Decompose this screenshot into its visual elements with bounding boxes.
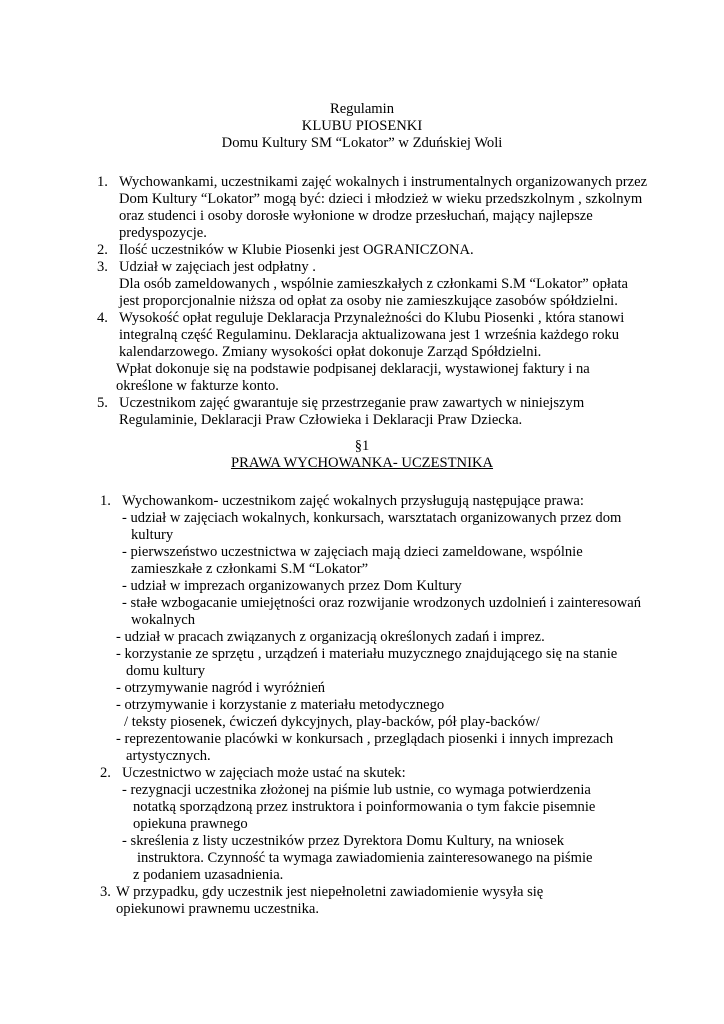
intro-1-number: 1. xyxy=(97,174,108,190)
club-name: KLUBU PIOSENKI xyxy=(301,118,423,134)
intro-4-line: Wysokość opłat reguluje Deklaracja Przynależności do Klubu Piosenki , która stanowi xyxy=(119,310,625,326)
intro-4-number: 4. xyxy=(97,310,108,326)
intro-3-line: Udział w zajęciach jest odpłatny . xyxy=(119,259,316,275)
rights-2-lead: Uczestnictwo w zajęciach może ustać na skutek: xyxy=(122,765,406,781)
rights-bullet-cont: z podaniem uzasadnienia. xyxy=(133,867,284,883)
doc-title: Regulamin xyxy=(329,101,395,117)
intro-4-line: kalendarzowego. Zmiany wysokości opłat dokonuje Zarząd Spółdzielni. xyxy=(119,344,542,360)
rights-bullet-cont: / teksty piosenek, ćwiczeń dykcyjnych, play-backów, pół play-backów/ xyxy=(124,714,540,730)
section-number: §1 xyxy=(354,438,370,454)
rights-3-line: opiekunowi prawnemu uczestnika. xyxy=(116,901,320,917)
rights-2-number: 2. xyxy=(100,765,111,781)
section-title: PRAWA WYCHOWANKA- UCZESTNIKA xyxy=(230,455,494,471)
rights-bullet-cont: opiekuna prawnego xyxy=(133,816,248,832)
intro-3-line: Dla osób zameldowanych , wspólnie zamieszkałych z członkami S.M “Lokator” opłata xyxy=(119,276,628,292)
intro-1-line: oraz studenci i osoby dorosłe wyłonione w drodze przesłuchań, mający najlepsze xyxy=(119,208,593,224)
intro-1-line: Dom Kultury “Lokator” mogą być: dzieci i młodzież w wieku przedszkolnym , szkolnym xyxy=(119,191,643,207)
rights-bullet-cont: wokalnych xyxy=(131,612,196,628)
rights-bullet-cont: kultury xyxy=(131,527,174,543)
rights-bullet: - otrzymywanie i korzystanie z materiału metodycznego xyxy=(116,697,445,713)
intro-3-line: jest proporcjonalnie niższa od opłat za osoby nie zamieszkujące zasobów spółdzielni. xyxy=(119,293,618,309)
rights-bullet: - rezygnacji uczestnika złożonej na piśmie lub ustnie, co wymaga potwierdzenia xyxy=(122,782,591,798)
intro-3-number: 3. xyxy=(97,259,108,275)
rights-1-number: 1. xyxy=(100,493,111,509)
intro-4-extra-line: określone w fakturze konto. xyxy=(116,378,279,394)
intro-1-line: Wychowankami, uczestnikami zajęć wokalnych i instrumentalnych organizowanych przez xyxy=(119,174,648,190)
rights-bullet-cont: notatką sporządzoną przez instruktora i poinformowania o tym fakcie pisemnie xyxy=(133,799,596,815)
intro-2-number: 2. xyxy=(97,242,108,258)
rights-bullet: - stałe wzbogacanie umiejętności oraz rozwijanie wrodzonych uzdolnień i zainteresowań xyxy=(122,595,642,611)
rights-3-number: 3. xyxy=(100,884,111,900)
rights-bullet: - otrzymywanie nagród i wyróżnień xyxy=(116,680,326,696)
rights-bullet-cont: artystycznych. xyxy=(126,748,211,764)
institution-name: Domu Kultury SM “Lokator” w Zduńskiej Woli xyxy=(221,135,503,151)
rights-bullet-cont: instruktora. Czynność ta wymaga zawiadomienia zainteresowanego na piśmie xyxy=(137,850,593,866)
intro-5-line: Uczestnikom zajęć gwarantuje się przestrzeganie praw zawartych w niniejszym xyxy=(119,395,585,411)
rights-bullet-cont: zamieszkałe z członkami S.M “Lokator” xyxy=(131,561,369,577)
intro-4-line: integralną część Regulaminu. Deklaracja aktualizowana jest 1 września każdego roku xyxy=(119,327,620,343)
rights-3-line: W przypadku, gdy uczestnik jest niepełnoletni zawiadomienie wysyła się xyxy=(116,884,544,900)
rights-bullet: - udział w pracach związanych z organizacją określonych zadań i imprez. xyxy=(116,629,545,645)
intro-5-line: Regulaminie, Deklaracji Praw Człowieka i Deklaracji Praw Dziecka. xyxy=(119,412,523,428)
rights-bullet: - pierwszeństwo uczestnictwa w zajęciach mają dzieci zameldowane, wspólnie xyxy=(122,544,583,560)
intro-2-line: Ilość uczestników w Klubie Piosenki jest OGRANICZONA. xyxy=(119,242,474,258)
intro-4-extra-line: Wpłat dokonuje się na podstawie podpisanej deklaracji, wystawionej faktury i na xyxy=(116,361,590,377)
rights-bullet: - reprezentowanie placówki w konkursach , przeglądach piosenki i innych imprezach xyxy=(116,731,614,747)
rights-1-lead: Wychowankom- uczestnikom zajęć wokalnych przysługują następujące prawa: xyxy=(122,493,584,509)
rights-bullet: - korzystanie ze sprzętu , urządzeń i materiału muzycznego znajdującego się na stanie xyxy=(116,646,618,662)
rights-bullet-cont: domu kultury xyxy=(126,663,206,679)
rights-bullet: - skreślenia z listy uczestników przez Dyrektora Domu Kultury, na wniosek xyxy=(122,833,565,849)
rights-bullet: - udział w imprezach organizowanych przez Dom Kultury xyxy=(122,578,462,594)
rights-bullet: - udział w zajęciach wokalnych, konkursach, warsztatach organizowanych przez dom xyxy=(122,510,622,526)
intro-1-line: predyspozycje. xyxy=(119,225,207,241)
intro-5-number: 5. xyxy=(97,395,108,411)
